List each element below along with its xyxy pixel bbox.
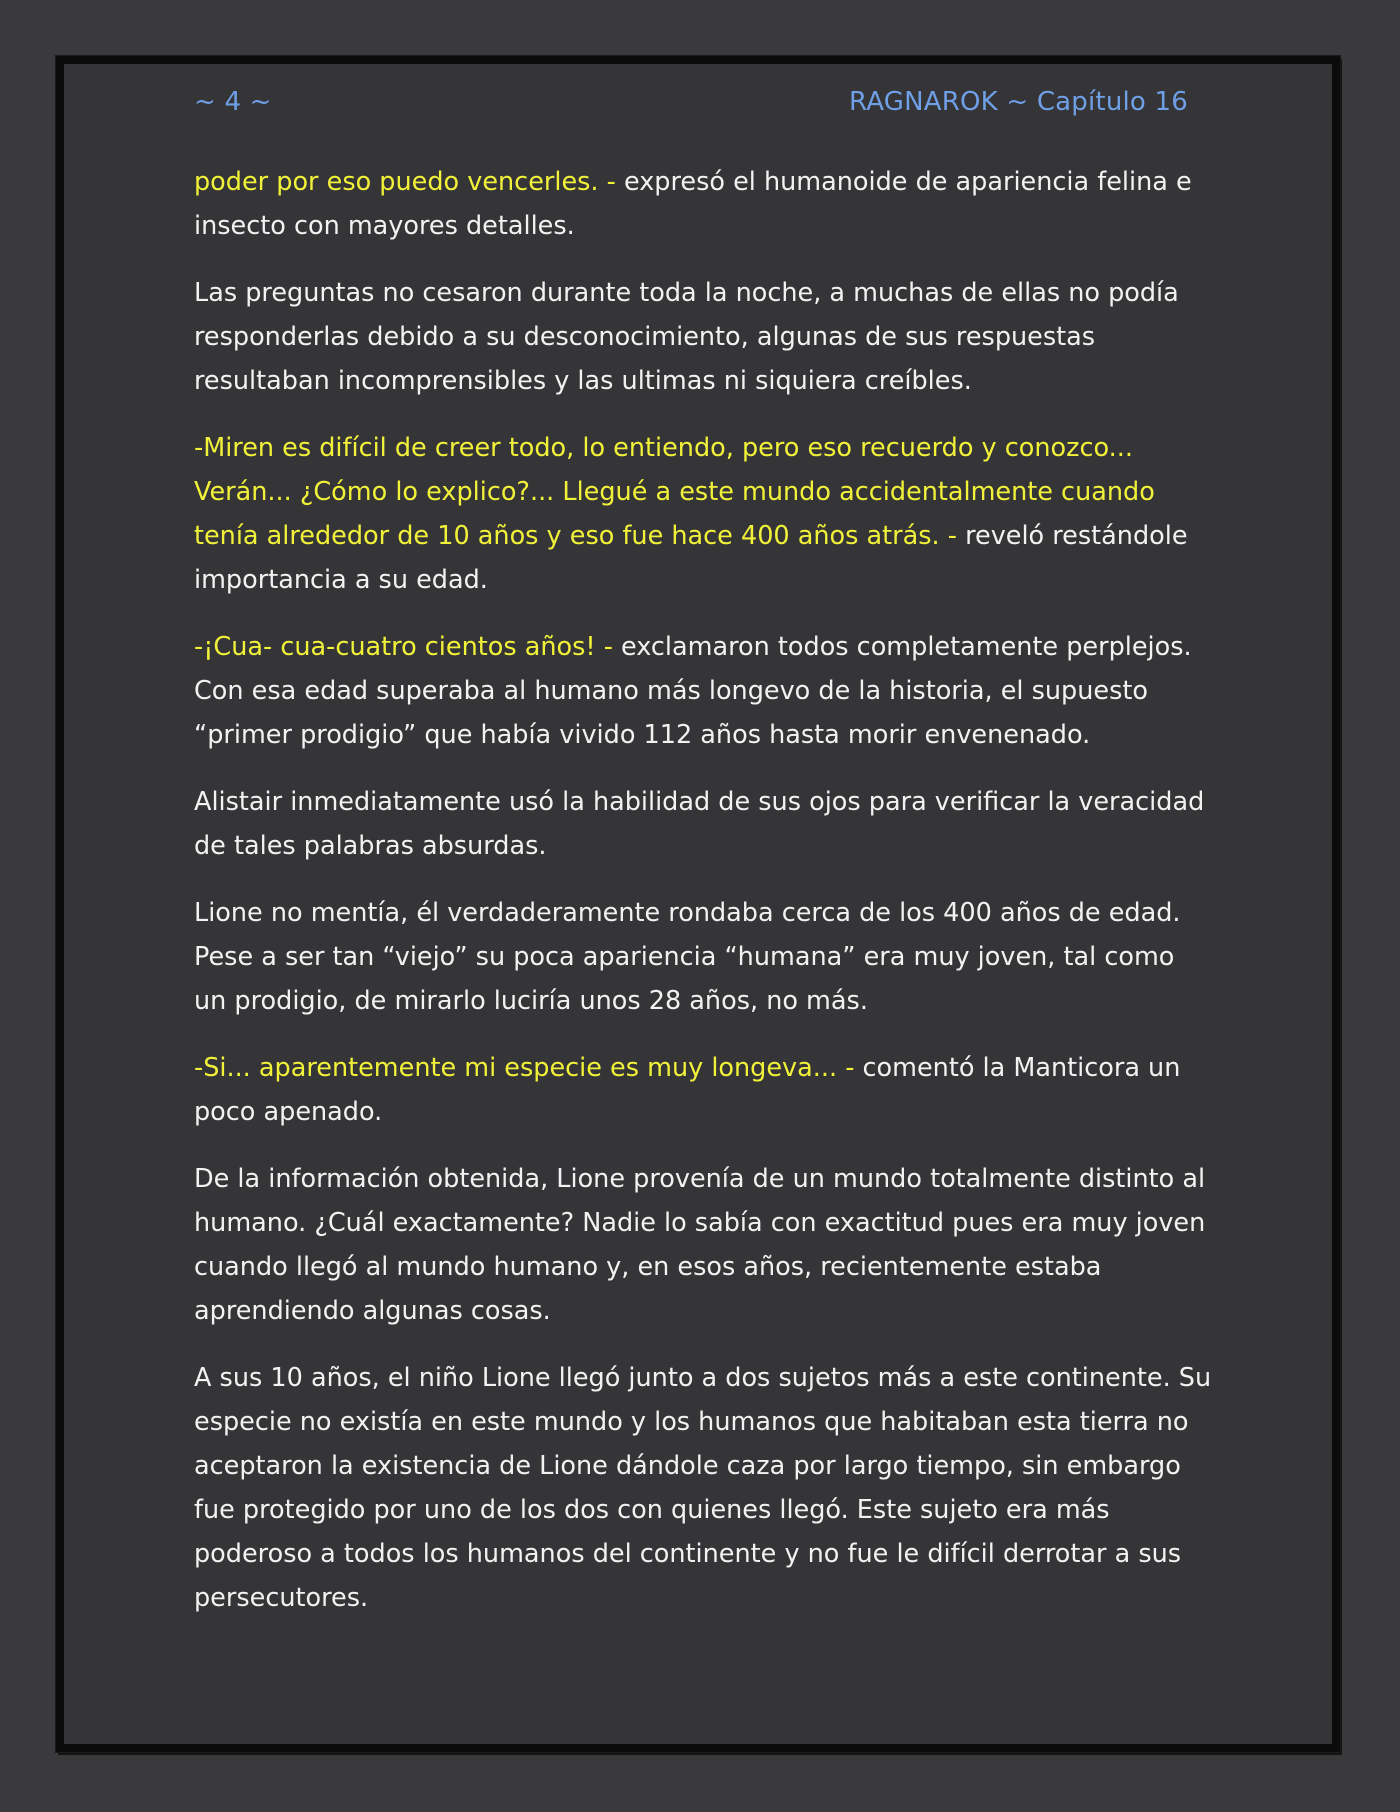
narration-text: Las preguntas no cesaron durante toda la noche, a muchas de ellas no podía responderlas debido a su desconocimiento, algunas de sus respuestas resultaban incomprensibles y las ultimas ni siquiera creíbles. xyxy=(194,278,1179,396)
narration-text: Lione no mentía, él verdaderamente rondaba cerca de los 400 años de edad. Pese a ser tan “viejo” su poca apariencia “humana” era muy joven, tal como un prodigio, de mirarlo luciría unos 28 años, no más. xyxy=(194,898,1181,1016)
narration-text: A sus 10 años, el niño Lione llegó junto a dos sujetos más a este continente. Su especie no existía en este mundo y los humanos que habitaban esta tierra no aceptaron la existencia de Lione dándole caza por largo tiempo, sin embargo fue protegido por uno de los dos con quienes llegó. Este sujeto era más poderoso a todos los humanos del continente y no fue le difícil derrotar a sus persecutores. xyxy=(194,1363,1212,1613)
dialogue-text: -Si... aparentemente mi especie es muy longeva... - xyxy=(194,1053,863,1083)
page-header xyxy=(194,82,1188,122)
dialogue-text: -Miren es difícil de creer todo, lo entiendo, pero eso recuerdo y conozco... Verán... ¿Cómo lo explico?... Llegué a este mundo accidentalmente cuando tenía alrededor de 10 años y eso fue hace 400 años atrás. - xyxy=(194,433,1155,551)
dialogue-text: poder por eso puedo vencerles. - xyxy=(194,167,624,197)
narration-text: expresó el humanoide de apariencia felina e insecto con mayores detalles. xyxy=(194,167,1192,241)
chapter-body xyxy=(194,160,1214,1643)
paragraph xyxy=(194,1356,1214,1620)
narration-text: exclamaron todos completamente perplejos. Con esa edad superaba al humano más longevo de la historia, el supuesto “primer prodigio” que había vivido 112 años hasta morir envenenado. xyxy=(194,632,1192,750)
paragraph xyxy=(194,426,1214,602)
dialogue-text: -¡Cua- cua-cuatro cientos años! - xyxy=(194,632,622,662)
running-title: RAGNAROK ~ Capítulo 16 xyxy=(849,87,1188,117)
paragraph xyxy=(194,891,1214,1023)
narration-text: De la información obtenida, Lione provenía de un mundo totalmente distinto al humano. ¿Cuál exactamente? Nadie lo sabía con exactitud pues era muy joven cuando llegó al mundo humano y, en esos años, recientemente estaba aprendiendo algunas cosas. xyxy=(194,1164,1206,1326)
paragraph xyxy=(194,780,1214,868)
paragraph xyxy=(194,1157,1214,1333)
paragraph xyxy=(194,1046,1214,1134)
paragraph xyxy=(194,271,1214,403)
page-number: ~ 4 ~ xyxy=(194,87,272,117)
paragraph xyxy=(194,625,1214,757)
narration-text: reveló restándole importancia a su edad. xyxy=(194,521,1188,595)
narration-text: Alistair inmediatamente usó la habilidad de sus ojos para verificar la veracidad de tales palabras absurdas. xyxy=(194,787,1205,861)
paragraph xyxy=(194,160,1214,248)
narration-text: comentó la Manticora un poco apenado. xyxy=(194,1053,1181,1127)
